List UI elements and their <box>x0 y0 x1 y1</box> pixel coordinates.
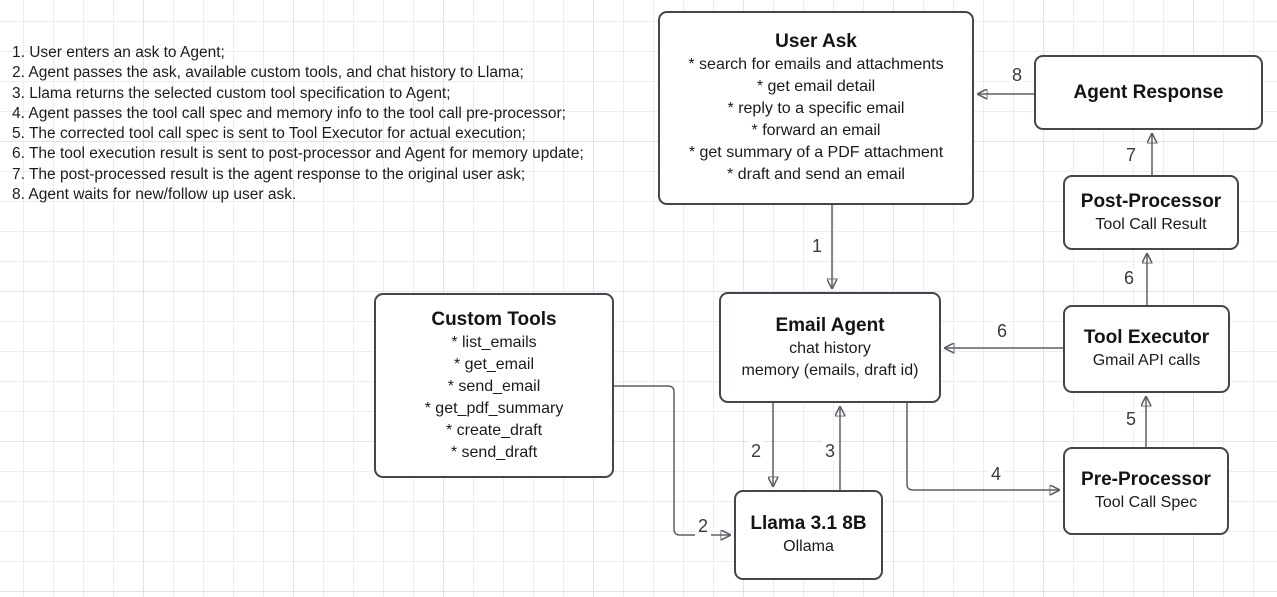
node-tool-executor-title: Tool Executor <box>1083 327 1210 348</box>
custom-tools-item: * list_emails <box>451 333 537 351</box>
custom-tools-item: * get_pdf_summary <box>424 399 564 417</box>
node-tool-executor-subtitle: Gmail API calls <box>1092 352 1201 369</box>
edge-label-2b: 2 <box>695 516 711 536</box>
node-pre-processor-subtitle: Tool Call Spec <box>1094 494 1198 511</box>
edge-label-7: 7 <box>1123 145 1139 165</box>
custom-tools-item: * send_draft <box>450 443 538 461</box>
node-llama <box>734 490 883 580</box>
edge-label-1: 1 <box>809 236 825 256</box>
note-step-7: 7. The post-processed result is the agent response to the original user ask; <box>12 165 526 183</box>
node-email-agent <box>719 292 941 403</box>
user-ask-item: * get summary of a PDF attachment <box>688 144 944 161</box>
node-agent-response-title: Agent Response <box>1073 81 1224 103</box>
node-post-processor-title: Post-Processor <box>1080 190 1222 212</box>
node-pre-processor-title: Pre-Processor <box>1081 469 1211 490</box>
flow-notes <box>12 43 584 205</box>
node-agent-response <box>1034 55 1263 130</box>
node-custom-tools <box>374 293 614 478</box>
edge-email-agent-to-pre-processor <box>907 403 1059 490</box>
user-ask-item: * get email detail <box>756 78 876 95</box>
user-ask-item: * reply to a specific email <box>727 100 905 117</box>
node-post-processor <box>1063 175 1239 250</box>
node-email-agent-line1: chat history <box>789 339 871 357</box>
node-llama-subtitle: Ollama <box>783 538 834 555</box>
node-user-ask <box>658 11 974 205</box>
edge-label-8: 8 <box>1009 65 1025 85</box>
node-email-agent-title: Email Agent <box>775 314 885 336</box>
edge-custom-tools-to-llama <box>614 386 730 535</box>
custom-tools-item: * send_email <box>447 377 541 395</box>
node-custom-tools-title: Custom Tools <box>431 308 557 330</box>
node-llama-title: Llama 3.1 8B <box>750 513 867 534</box>
user-ask-item: * draft and send an email <box>727 166 905 183</box>
custom-tools-item: * create_draft <box>445 421 543 439</box>
edge-label-5: 5 <box>1123 409 1139 429</box>
note-step-8: 8. Agent waits for new/follow up user ask. <box>12 186 297 204</box>
node-user-ask-title: User Ask <box>775 31 857 52</box>
note-step-1: 1. User enters an ask to Agent; <box>12 44 225 61</box>
note-step-4: 4. Agent passes the tool call spec and memory info to the tool call pre-processor; <box>12 104 566 122</box>
edge-label-4: 4 <box>988 464 1004 484</box>
custom-tools-item: * get_email <box>453 355 535 373</box>
node-post-processor-subtitle: Tool Call Result <box>1095 215 1207 233</box>
edge-label-6b: 6 <box>1121 268 1137 288</box>
note-step-3: 3. Llama returns the selected custom tool specification to Agent; <box>12 84 451 102</box>
edge-label-6a: 6 <box>994 321 1010 341</box>
user-ask-item: * search for emails and attachments <box>688 56 944 73</box>
user-ask-item: * forward an email <box>751 122 881 139</box>
note-step-6: 6. The tool execution result is sent to post-processor and Agent for memory update; <box>12 145 584 163</box>
edge-label-3: 3 <box>822 441 838 461</box>
note-step-5: 5. The corrected tool call spec is sent to Tool Executor for actual execution; <box>12 125 526 143</box>
node-pre-processor <box>1063 447 1229 535</box>
edge-label-2a: 2 <box>748 441 764 461</box>
node-email-agent-line2: memory (emails, draft id) <box>741 361 919 379</box>
node-tool-executor <box>1063 305 1230 393</box>
note-step-2: 2. Agent passes the ask, available custom tools, and chat history to Llama; <box>12 64 524 82</box>
